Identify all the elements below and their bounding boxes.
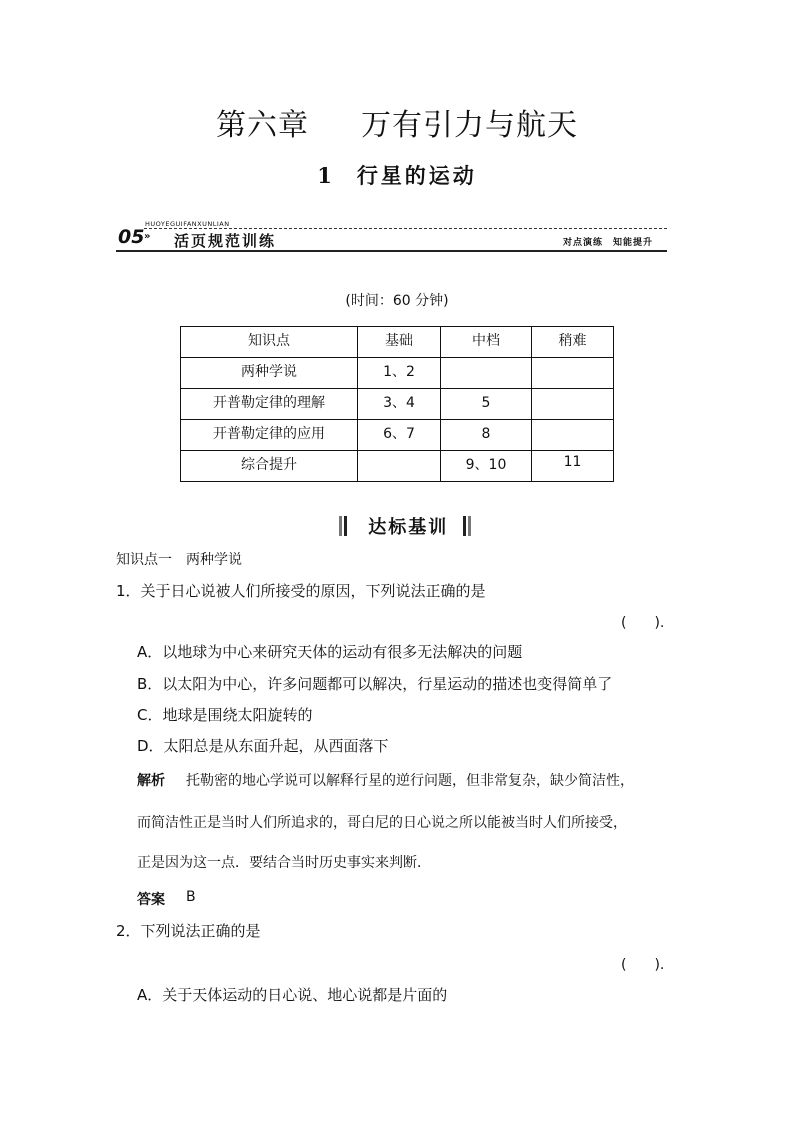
table-cell: 5 bbox=[441, 389, 532, 420]
analysis-line-1: 托勒密的地心学说可以解释行星的逆行问题，但非常复杂，缺少简洁性， bbox=[186, 773, 634, 789]
time-note: (时间：60 分钟) bbox=[345, 293, 449, 309]
answer-value: B bbox=[186, 889, 196, 905]
table-cell: 8 bbox=[441, 420, 532, 451]
table-cell: 开普勒定律的应用 bbox=[181, 420, 358, 451]
section-banner-title: 达标基训 bbox=[368, 517, 449, 538]
analysis-line-3: 正是因为这一点．要结合当时历史事实来判断． bbox=[137, 855, 431, 871]
chapter-name: 万有引力与航天 bbox=[361, 108, 578, 143]
table-header-cell: 稍难 bbox=[532, 327, 614, 358]
table-cell: 9、10 bbox=[441, 451, 532, 482]
knowledge-table bbox=[180, 326, 614, 482]
table-header-cell: 知识点 bbox=[181, 327, 358, 358]
banner-bar-right bbox=[468, 516, 471, 536]
question-2-option-a: A．关于天体运动的日心说、地心说都是片面的 bbox=[137, 986, 448, 1004]
section-name: 行星的运动 bbox=[356, 163, 477, 188]
table-cell bbox=[532, 358, 614, 389]
question-1-option-c: C．地球是围绕太阳旋转的 bbox=[137, 706, 313, 724]
table-cell: 开普勒定律的理解 bbox=[181, 389, 358, 420]
table-cell: 两种学说 bbox=[181, 358, 358, 389]
table-cell bbox=[532, 389, 614, 420]
banner-bar-left bbox=[339, 516, 342, 536]
analysis-label: 解析 bbox=[137, 773, 165, 789]
table-row bbox=[181, 420, 614, 451]
banner-title: 活页规范训练 bbox=[174, 232, 277, 250]
question-2-blank: ( ). bbox=[621, 957, 665, 973]
table-row bbox=[181, 358, 614, 389]
question-1-stem: 1．关于日心说被人们所接受的原因，下列说法正确的是 bbox=[116, 582, 486, 600]
table-row bbox=[181, 389, 614, 420]
section-title bbox=[0, 160, 794, 190]
banner-dashed-line bbox=[144, 228, 667, 229]
question-1-option-d: D．太阳总是从东面升起，从西面落下 bbox=[137, 737, 389, 755]
knowledge-point-heading: 知识点一 两种学说 bbox=[116, 552, 242, 568]
question-1-option-a: A．以地球为中心来研究天体的运动有很多无法解决的问题 bbox=[137, 643, 523, 661]
table-cell bbox=[532, 420, 614, 451]
chapter-title bbox=[0, 100, 794, 144]
table-header-cell: 中档 bbox=[441, 327, 532, 358]
banner-bar-left-inner bbox=[344, 516, 347, 536]
table-cell bbox=[441, 358, 532, 389]
table-cell: 综合提升 bbox=[181, 451, 358, 482]
analysis-line-2: 而简洁性正是当时人们所追求的，哥白尼的日心说之所以能被当时人们所接受， bbox=[137, 815, 627, 831]
chevron-right-icon: » bbox=[144, 231, 151, 242]
section-number: 1 bbox=[317, 163, 335, 188]
banner-pinyin: HUOYEGUIFANXUNLIAN bbox=[145, 220, 230, 228]
table-row bbox=[181, 451, 614, 482]
table-cell bbox=[358, 451, 441, 482]
chapter-number: 第六章 bbox=[216, 108, 309, 143]
table-cell: 11 bbox=[532, 451, 614, 482]
answer-label: 答案 bbox=[137, 892, 165, 908]
table-cell: 1、2 bbox=[358, 358, 441, 389]
table-cell: 3、4 bbox=[358, 389, 441, 420]
question-1-option-b: B．以太阳为中心，许多问题都可以解决，行星运动的描述也变得简单了 bbox=[137, 675, 613, 693]
section-banner bbox=[338, 513, 472, 539]
practice-banner bbox=[116, 222, 667, 252]
table-header-row bbox=[181, 327, 614, 358]
banner-number: 05 bbox=[118, 226, 145, 248]
table-header-cell: 基础 bbox=[358, 327, 441, 358]
banner-right-text: 对点演练 知能提升 bbox=[562, 238, 653, 248]
banner-bar-right-inner bbox=[463, 516, 466, 536]
question-1-blank: ( ). bbox=[621, 615, 665, 631]
table-cell: 6、7 bbox=[358, 420, 441, 451]
question-2-stem: 2．下列说法正确的是 bbox=[116, 922, 261, 940]
